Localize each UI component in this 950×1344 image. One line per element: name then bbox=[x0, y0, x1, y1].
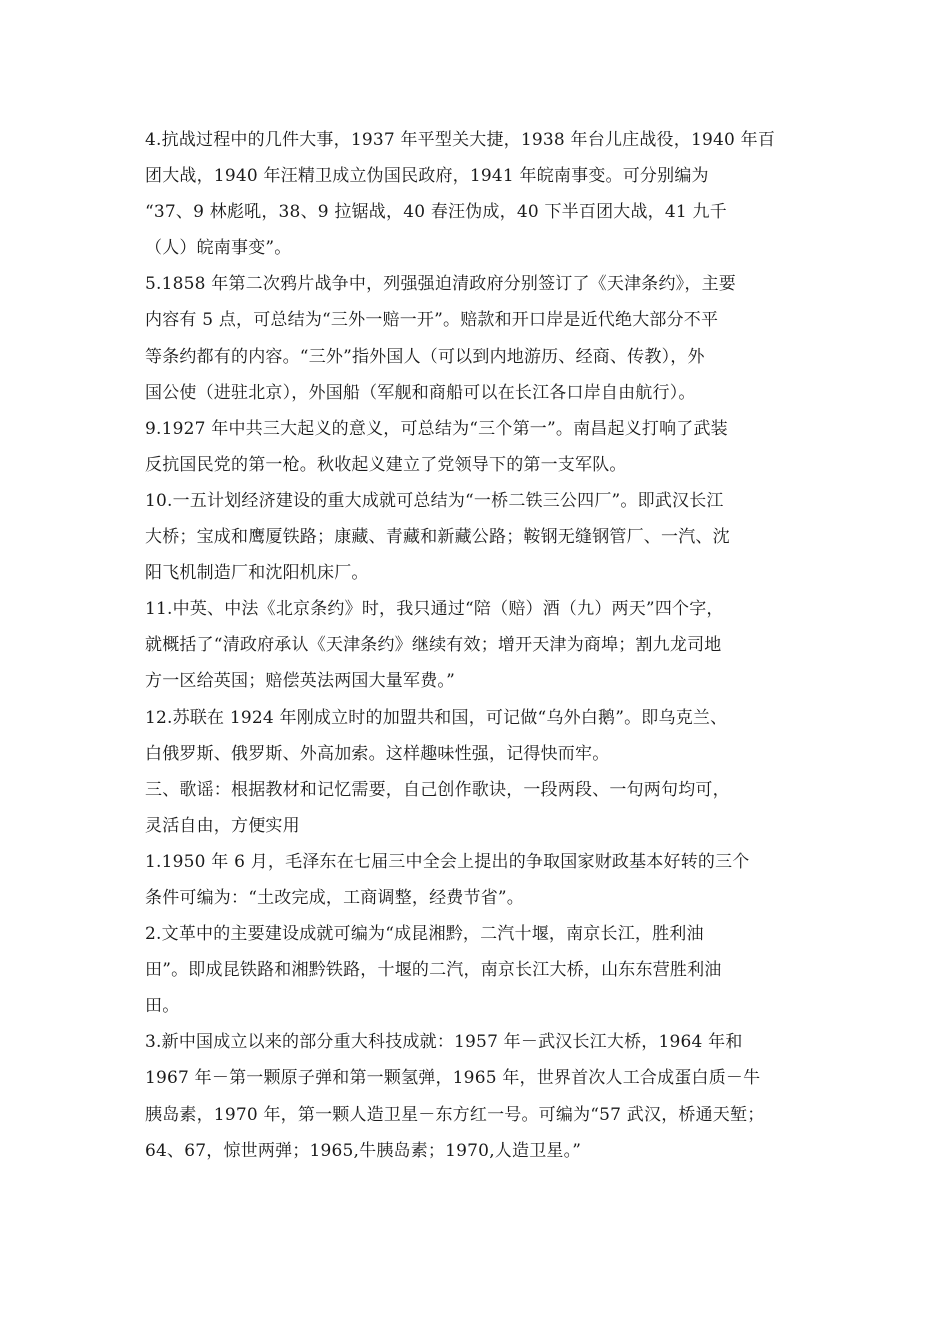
text-line: 2.文革中的主要建设成就可编为“成昆湘黔，二汽十堰，南京长江，胜利油 bbox=[145, 924, 704, 945]
text-line: 田”。即成昆铁路和湘黔铁路，十堰的二汽，南京长江大桥，山东东营胜利油 bbox=[145, 960, 722, 981]
text-line: 10.一五计划经济建设的重大成就可总结为“一桥二铁三公四厂”。即武汉长江 bbox=[145, 490, 724, 511]
text-line: 阳飞机制造厂和沈阳机床厂。 bbox=[145, 563, 369, 584]
text-line: 9.1927 年中共三大起义的意义，可总结为“三个第一”。南昌起义打响了武装 bbox=[145, 418, 728, 439]
text-line: 1.1950 年 6 月，毛泽东在七届三中全会上提出的争取国家财政基本好转的三个 bbox=[145, 851, 750, 872]
text-line: 1967 年－第一颗原子弹和第一颗氢弹，1965 年，世界首次人工合成蛋白质－牛 bbox=[145, 1068, 761, 1089]
text-line: 大桥；宝成和鹰厦铁路；康藏、青藏和新藏公路；鞍钢无缝钢管厂、一汽、沈 bbox=[145, 527, 730, 548]
text-line: 3.新中国成立以来的部分重大科技成就：1957 年－武汉长江大桥，1964 年和 bbox=[145, 1032, 743, 1053]
text-line: 5.1858 年第二次鸦片战争中，列强强迫清政府分别签订了《天津条约》，主要 bbox=[145, 274, 736, 295]
text-line: 就概括了“清政府承认《天津条约》继续有效；增开天津为商埠；割九龙司地 bbox=[145, 635, 722, 656]
text-line: 11.中英、中法《北京条约》时，我只通过“陪（赔）酒（九）两天”四个字， bbox=[145, 599, 724, 620]
text-line: 白俄罗斯、俄罗斯、外高加索。这样趣味性强，记得快而牢。 bbox=[145, 743, 610, 764]
text-line: 内容有 5 点，可总结为“三外一赔一开”。赔款和开口岸是近代绝大部分不平 bbox=[145, 310, 719, 331]
text-line: 团大战，1940 年汪精卫成立伪国民政府，1941 年皖南事变。可分别编为 bbox=[145, 166, 709, 187]
text-line: 灵活自由，方便实用 bbox=[145, 815, 300, 836]
text-line: 12.苏联在 1924 年刚成立时的加盟共和国，可记做“乌外白鹅”。即乌克兰、 bbox=[145, 707, 728, 728]
text-line: 4.抗战过程中的几件大事，1937 年平型关大捷，1938 年台儿庄战役，1940 年百 bbox=[145, 130, 776, 150]
text-line: （人）皖南事变”。 bbox=[145, 238, 292, 259]
text-line: 田。 bbox=[145, 996, 180, 1017]
text-line: “37、9 林彪吼，38、9 拉锯战，40 春汪伪成，40 下半百团大战，41 九千 bbox=[145, 202, 727, 223]
text-line: 反抗国民党的第一枪。秋收起义建立了党领导下的第一支军队。 bbox=[145, 454, 627, 475]
text-line: 国公使（进驻北京），外国船（军舰和商船可以在长江各口岸自由航行）。 bbox=[145, 382, 696, 403]
section-heading: 三、歌谣：根据教材和记忆需要，自己创作歌诀，一段两段、一句两句均可， bbox=[145, 779, 730, 800]
text-line: 等条约都有的内容。“三外”指外国人（可以到内地游历、经商、传教），外 bbox=[145, 346, 705, 367]
text-line: 胰岛素，1970 年，第一颗人造卫星－东方红一号。可编为“57 武汉，桥通天堑； bbox=[145, 1104, 765, 1125]
text-line: 方一区给英国；赔偿英法两国大量军费。” bbox=[145, 671, 455, 692]
document-body bbox=[145, 122, 815, 1169]
text-line: 64、67，惊世两弹；1965,牛胰岛素；1970,人造卫星。” bbox=[145, 1140, 582, 1161]
text-line: 条件可编为：“土改完成，工商调整，经费节省”。 bbox=[145, 887, 524, 908]
